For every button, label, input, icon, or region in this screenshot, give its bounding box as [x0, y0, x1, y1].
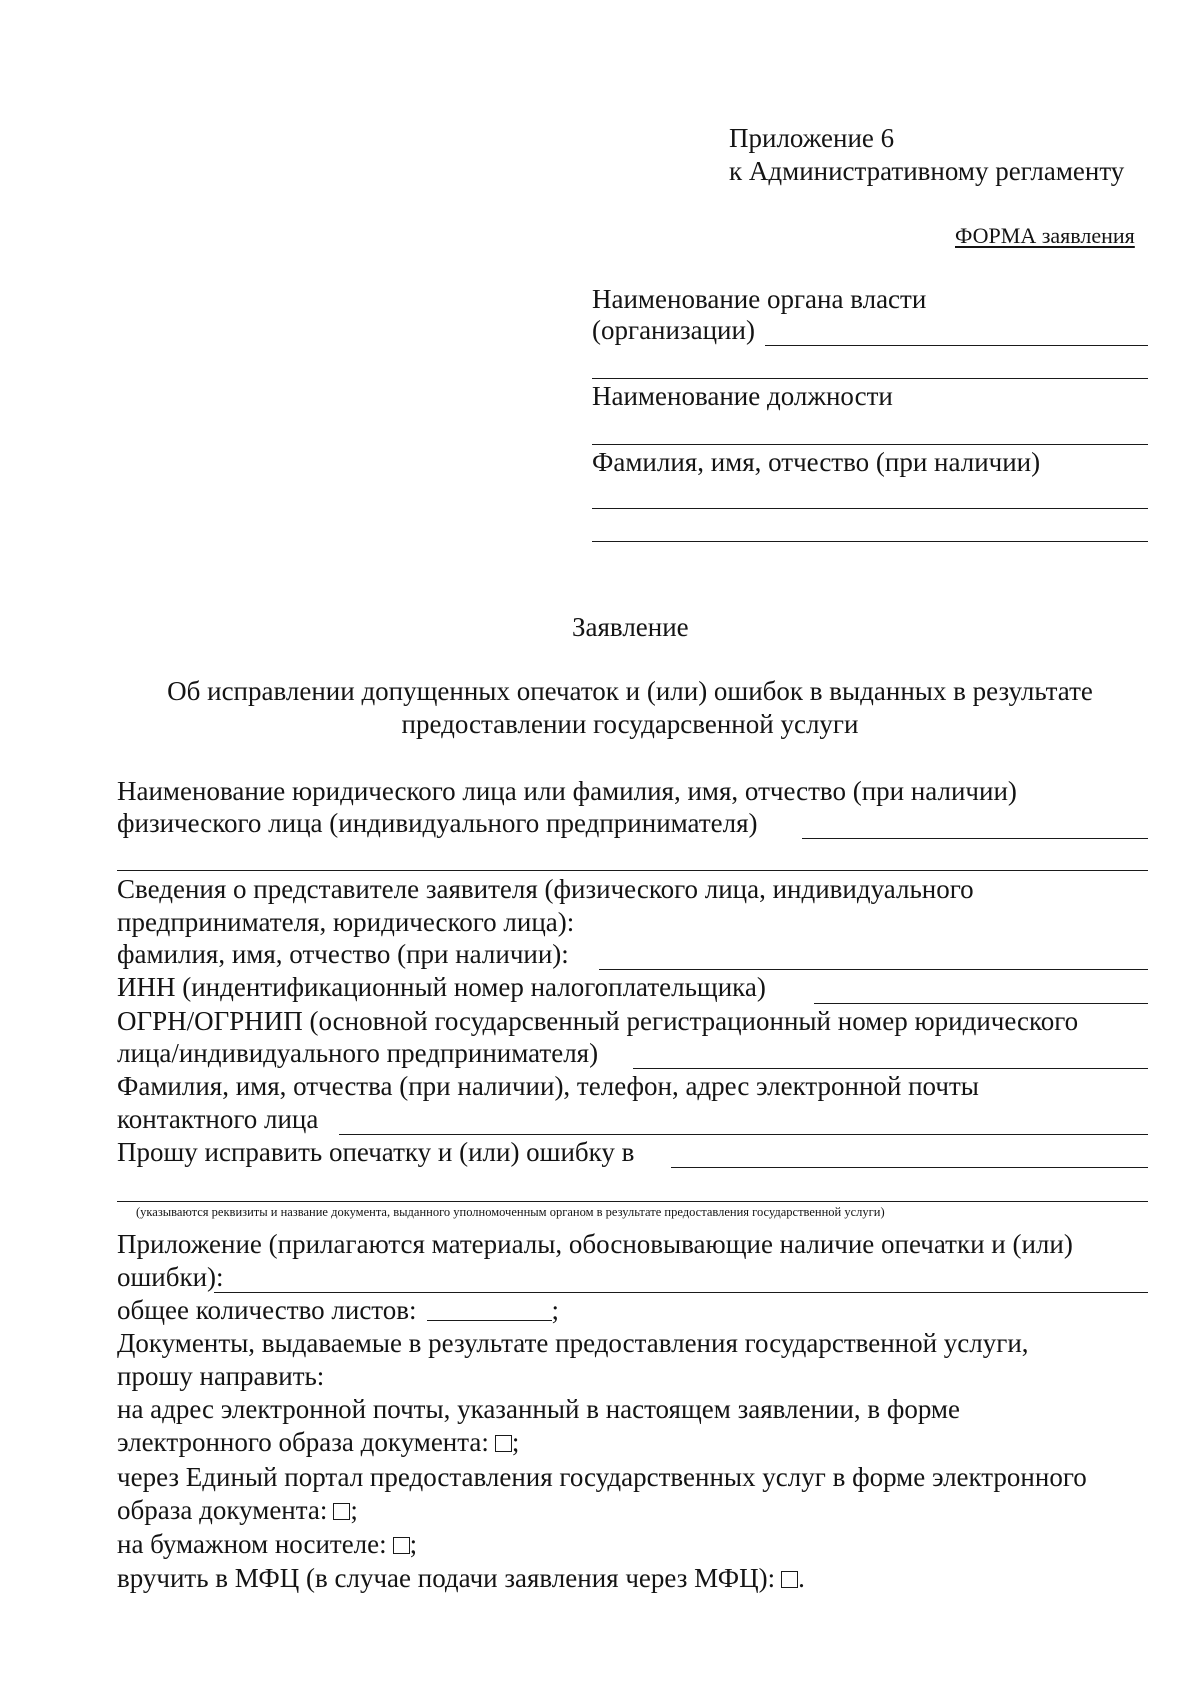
contact-label: Фамилия, имя, отчества (при наличии), телефон, адрес электронной почты: [117, 1071, 979, 1101]
full-name-label: Фамилия, имя, отчество (при наличии): [592, 447, 1041, 477]
sheets-count-suffix: ;: [551, 1295, 560, 1325]
position-field[interactable]: [592, 444, 1148, 445]
request-label: Прошу исправить опечатку и (или) ошибку в: [117, 1137, 635, 1167]
inn-label: ИНН (индентификационный номер налогоплательщика): [117, 972, 766, 1002]
option-portal-text: образа документа:: [117, 1495, 328, 1525]
authority-label: Наименование органа власти: [592, 284, 927, 314]
applicant-label-cont: физического лица (индивидуального предпринимателя): [117, 808, 758, 838]
sheets-count-field[interactable]: [427, 1298, 552, 1321]
inn-field[interactable]: [814, 1003, 1148, 1004]
rep-name-field[interactable]: [599, 969, 1148, 970]
authority-field-2[interactable]: [592, 378, 1148, 379]
option-portal-checkbox[interactable]: [333, 1503, 350, 1520]
option-portal: [117, 1494, 358, 1526]
option-email-suffix: ;: [511, 1427, 520, 1457]
appendix-reference: к Административному регламенту: [729, 156, 1125, 186]
ogrn-field[interactable]: [633, 1068, 1148, 1069]
document-title: Заявление: [572, 612, 689, 642]
sheets-count-text: общее количество листов:: [117, 1295, 417, 1325]
attachment-label-cont: ошибки):: [117, 1262, 224, 1292]
representative-label: Сведения о представителе заявителя (физического лица, индивидуального: [117, 874, 974, 904]
option-paper-text: на бумажном носителе:: [117, 1529, 387, 1559]
full-name-field-2[interactable]: [592, 541, 1148, 542]
option-mfc-checkbox[interactable]: [781, 1571, 798, 1588]
option-mfc-text: вручить в МФЦ (в случае подачи заявления через МФЦ):: [117, 1563, 776, 1593]
contact-field[interactable]: [339, 1134, 1148, 1135]
contact-label-cont: контактного лица: [117, 1104, 319, 1134]
appendix-number: Приложение 6: [729, 123, 895, 153]
option-paper: [117, 1528, 417, 1560]
document-subject: Об исправлении допущенных опечаток и (или) ошибок в выданных в результате: [167, 676, 1093, 706]
request-field[interactable]: [671, 1167, 1148, 1168]
option-email: [117, 1426, 519, 1458]
position-label: Наименование должности: [592, 381, 893, 411]
applicant-field-2[interactable]: [117, 870, 1148, 871]
applicant-label: Наименование юридического лица или фамилия, имя, отчество (при наличии): [117, 776, 1017, 806]
option-portal-suffix: ;: [350, 1495, 358, 1525]
option-paper-suffix: ;: [409, 1529, 418, 1559]
request-field-2[interactable]: [117, 1201, 1148, 1202]
option-paper-checkbox[interactable]: [393, 1537, 410, 1554]
option-portal-label: через Единый портал предоставления государственных услуг в форме электронного: [117, 1462, 1087, 1492]
option-email-label: на адрес электронной почты, указанный в настоящем заявлении, в форме: [117, 1394, 960, 1424]
full-name-field[interactable]: [592, 508, 1148, 509]
option-email-checkbox[interactable]: [495, 1435, 512, 1452]
option-email-text: электронного образа документа:: [117, 1427, 489, 1457]
request-note: (указываются реквизиты и название документа, выданного уполномоченным органом в результате предоставления государственной услуги): [136, 1205, 885, 1219]
authority-label-cont: (организации): [592, 315, 755, 345]
delivery-label: Документы, выдаваемые в результате предоставления государственной услуги,: [117, 1328, 1029, 1358]
option-mfc: [117, 1562, 805, 1594]
applicant-field[interactable]: [802, 838, 1148, 839]
ogrn-label: ОГРН/ОГРНИП (основной государсвенный регистрационный номер юридического: [117, 1006, 1079, 1036]
authority-field[interactable]: [765, 345, 1148, 346]
option-mfc-suffix: .: [798, 1563, 805, 1593]
attachment-label: Приложение (прилагаются материалы, обосновывающие наличие опечатки и (или): [117, 1229, 1073, 1259]
form-label: ФОРМА заявления: [955, 223, 1135, 248]
sheets-count-label: [117, 1294, 559, 1326]
document-subject-cont: предоставлении государсвенной услуги: [401, 709, 859, 739]
representative-label-cont: предпринимателя, юридического лица):: [117, 907, 575, 937]
ogrn-label-cont: лица/индивидуального предпринимателя): [117, 1038, 599, 1068]
delivery-label-cont: прошу направить:: [117, 1361, 325, 1391]
attachment-field[interactable]: [214, 1292, 1148, 1293]
rep-name-label: фамилия, имя, отчество (при наличии):: [117, 939, 569, 969]
